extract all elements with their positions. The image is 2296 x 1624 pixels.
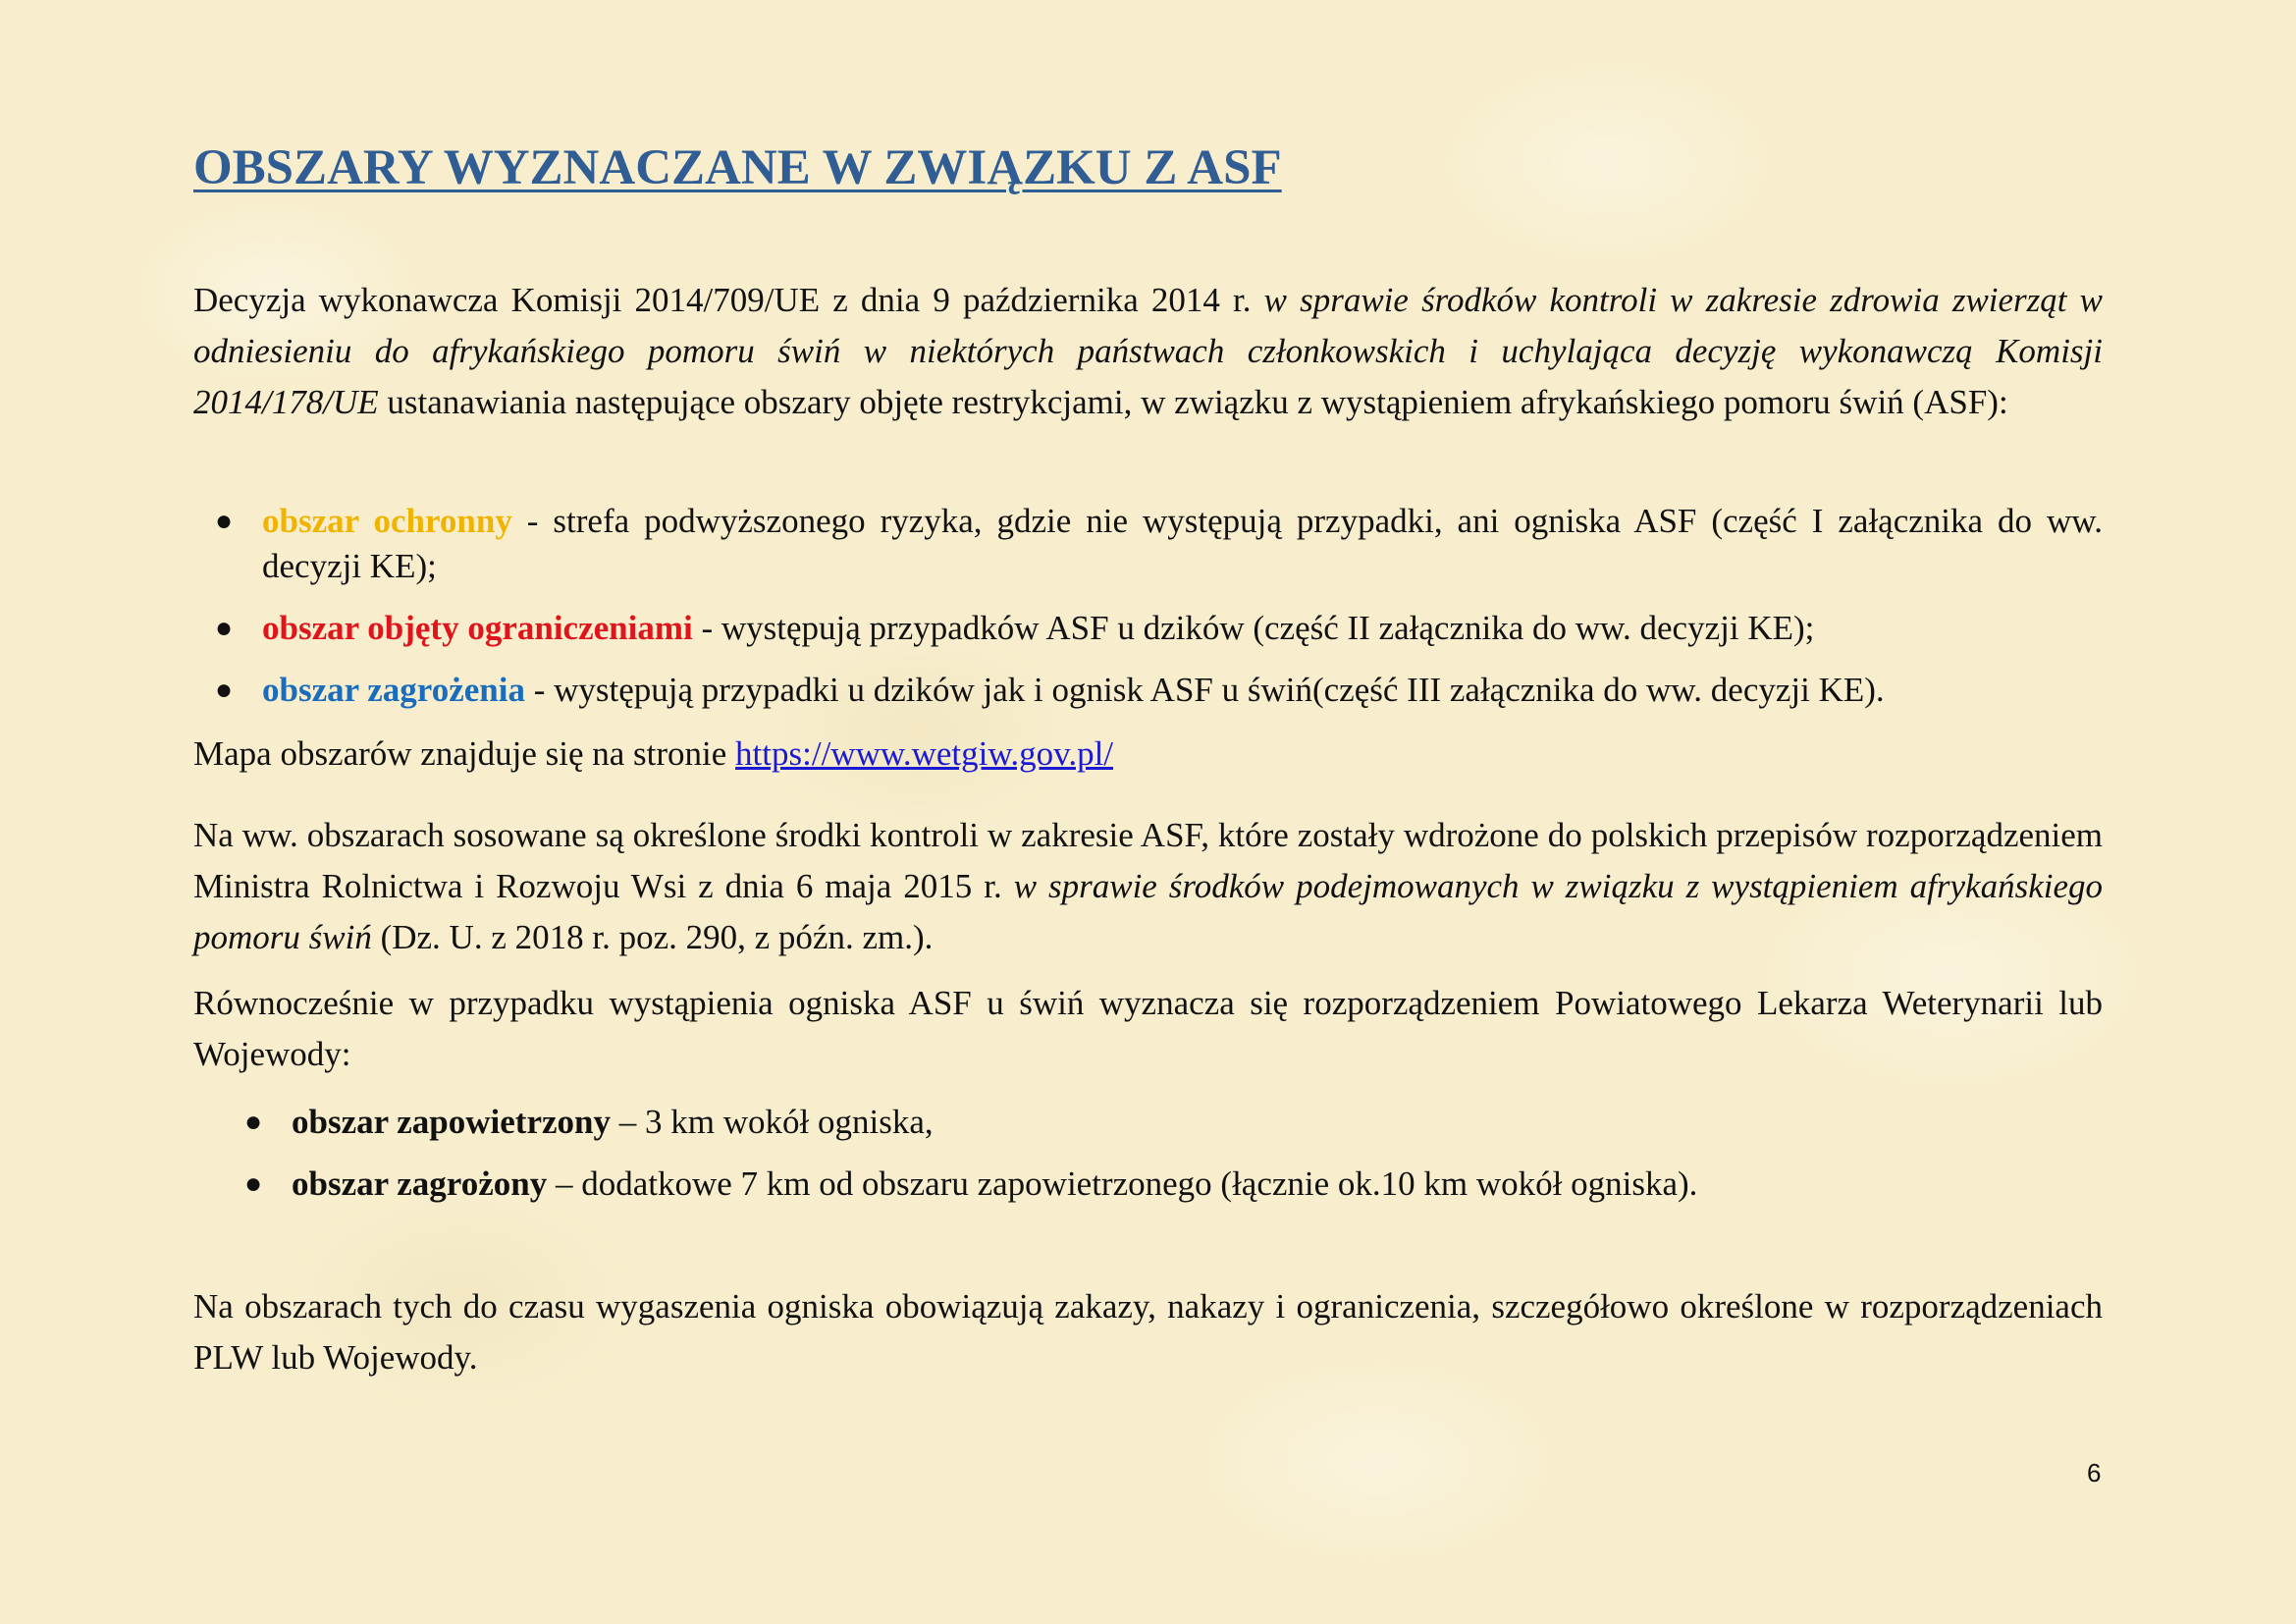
- map-text: Mapa obszarów znajduje się na stronie: [193, 734, 736, 773]
- outbreak-paragraph: Równocześnie w przypadku wystąpienia ogniska ASF u świń wyznacza się rozporządzeniem Powiatowego Lekarza Weterynarii lub Wojewody:: [193, 984, 2103, 1073]
- bullet-icon: ●: [244, 1167, 263, 1200]
- list-item: [244, 1100, 2103, 1145]
- bullet-icon: ●: [215, 612, 234, 644]
- area-description: - występują przypadków ASF u dzików (część II załącznika do ww. decyzji KE);: [692, 609, 1815, 647]
- page-title: OBSZARY WYZNACZANE W ZWIĄZKU Z ASF: [193, 140, 1282, 195]
- list-item: [244, 1162, 2103, 1207]
- bullet-icon: ●: [215, 505, 234, 537]
- zone-description: – dodatkowe 7 km od obszaru zapowietrzonego (łącznie ok.10 km wokół ogniska).: [547, 1164, 1698, 1203]
- areas-list: [215, 499, 2103, 713]
- zones-list: [244, 1100, 2103, 1207]
- zone-description: – 3 km wokół ogniska,: [611, 1103, 934, 1141]
- bullet-icon: ●: [215, 674, 234, 706]
- area-description: - strefa podwyższonego ryzyka, gdzie nie występują przypadki, ani ogniska ASF (część I załącznika do ww. decyzji KE);: [262, 502, 2103, 585]
- control-italic: w sprawie środków podejmowanych w związku z wystąpieniem afrykańskiego pomoru świń: [193, 867, 2103, 956]
- control-text-b: (Dz. U. z 2018 r. poz. 290, z późn. zm.).: [371, 918, 934, 956]
- intro-italic: w sprawie środków kontroli w zakresie zdrowia zwierząt w odniesieniu do afrykańskiego pomoru świń w niektórych państwach członkowskich i uchylająca decyzję wykonawczą Komisji 2014/178/UE: [193, 281, 2103, 421]
- bullet-icon: ●: [244, 1106, 263, 1138]
- map-paragraph: [193, 729, 2103, 780]
- area-description: - występują przypadki u dzików jak i ognisk ASF u świń(część III załącznika do ww. decyzji KE).: [524, 671, 1885, 709]
- area-term: obszar zagrożenia: [262, 671, 525, 709]
- zone-term: obszar zagrożony: [292, 1164, 548, 1203]
- control-text-a: Na ww. obszarach sosowane są określone środki kontroli w zakresie ASF, które zostały wdrożone do polskich przepisów rozporządzeniem Ministra Rolnictwa i Rozwoju Wsi z dnia 6 maja 2015 r.: [193, 816, 2103, 905]
- page-number: 6: [2087, 1458, 2102, 1488]
- zone-term: obszar zapowietrzony: [292, 1103, 611, 1141]
- closing-paragraph: Na obszarach tych do czasu wygaszenia ogniska obowiązują zakazy, nakazy i ograniczenia, szczegółowo określone w rozporządzeniach PLW lub Wojewody.: [193, 1287, 2103, 1377]
- map-link[interactable]: https://www.wetgiw.gov.pl/: [735, 734, 1114, 773]
- intro-paragraph: [193, 275, 2103, 428]
- area-term: obszar ochronny: [262, 502, 512, 540]
- area-term: obszar objęty ograniczeniami: [262, 609, 693, 647]
- control-paragraph: [193, 810, 2103, 963]
- list-item: [215, 606, 2103, 651]
- intro-text-b: ustanawiania następujące obszary objęte restrykcjami, w związku z wystąpieniem afrykańskiego pomoru świń (ASF):: [378, 383, 2008, 421]
- list-item: [215, 668, 2103, 713]
- intro-text-a: Decyzja wykonawcza Komisji 2014/709/UE z dnia 9 października 2014 r.: [193, 281, 1264, 319]
- list-item: [215, 499, 2103, 589]
